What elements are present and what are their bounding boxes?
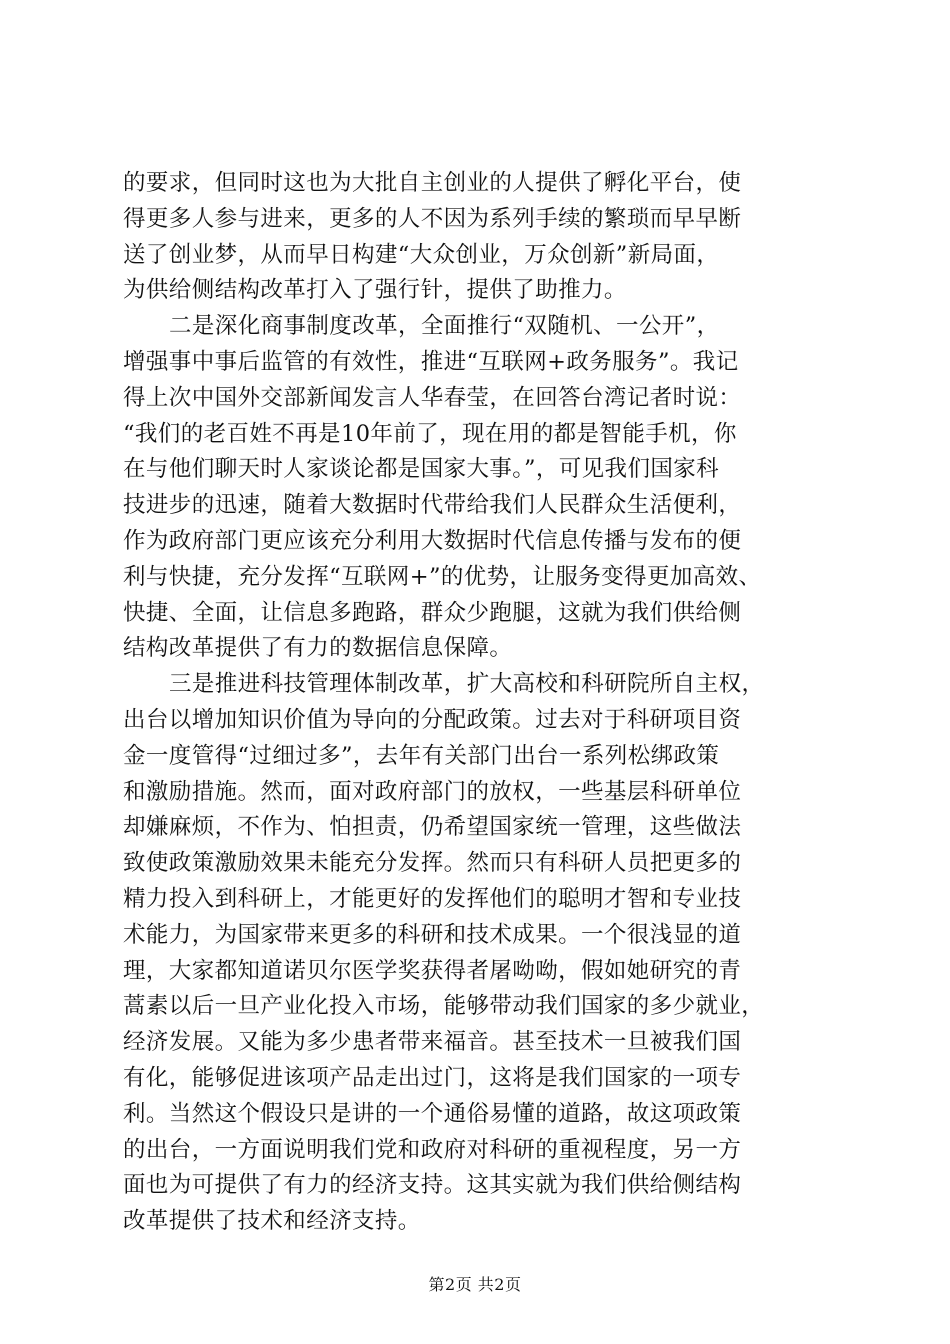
text-line: 理，大家都知道诺贝尔医学奖获得者屠呦呦，假如她研究的青 — [123, 957, 742, 984]
text-line: 得更多人参与进来，更多的人不因为系列手续的繁琐而早早断 — [123, 205, 742, 232]
text-line: 致使政策激励效果未能充分发挥。然而只有科研人员把更多的 — [123, 850, 742, 877]
text-line: 和激励措施。然而，面对政府部门的放权，一些基层科研单位 — [123, 778, 742, 805]
text-line: 技进步的迅速，随着大数据时代带给我们人民群众生活便利， — [123, 492, 742, 519]
text-line: “我们的老百姓不再是10年前了，现在用的都是智能手机，你 — [123, 420, 737, 447]
text-line: 有化，能够促进该项产品走出过门，这将是我们国家的一项专 — [123, 1064, 742, 1091]
text-line: 术能力，为国家带来更多的科研和技术成果。一个很浅显的道 — [123, 921, 742, 948]
text-line: 在与他们聊天时人家谈论都是国家大事。”，可见我们国家科 — [123, 456, 720, 483]
text-line: 的要求，但同时这也为大批自主创业的人提供了孵化平台，使 — [123, 170, 742, 196]
text-line: 蒿素以后一旦产业化投入市场，能够带动我们国家的多少就业， — [123, 993, 765, 1020]
text-line: 改革提供了技术和经济支持。 — [123, 1208, 421, 1235]
text-line: 精力投入到科研上，才能更好的发挥他们的聪明才智和专业技 — [123, 885, 742, 912]
text-line: 结构改革提供了有力的数据信息保障。 — [123, 635, 513, 662]
text-line: 却嫌麻烦，不作为、怕担责，仍希望国家统一管理，这些做法 — [123, 814, 742, 841]
text-line: 二是深化商事制度改革，全面推行“双随机、一公开”， — [169, 313, 720, 340]
text-line: 为供给侧结构改革打入了强行针，提供了助推力。 — [123, 277, 627, 304]
text-line: 面也为可提供了有力的经济支持。这其实就为我们供给侧结构 — [123, 1172, 742, 1199]
page-number-label: 第2页 共2页 — [428, 1275, 522, 1294]
text-line: 三是推进科技管理体制改革，扩大高校和科研院所自主权， — [169, 671, 765, 698]
text-line: 送了创业梦，从而早日构建“大众创业，万众创新”新局面， — [123, 241, 720, 268]
text-line: 快捷、全面，让信息多跑路，群众少跑腿，这就为我们供给侧 — [123, 599, 742, 626]
text-line: 得上次中国外交部新闻发言人华春莹，在回答台湾记者时说： — [123, 384, 742, 411]
text-line: 利与快捷，充分发挥“互联网+”的优势，让服务变得更加高效、 — [123, 563, 762, 590]
text-line: 金一度管得“过细过多”，去年有关部门出台一系列松绑政策 — [123, 742, 720, 769]
text-line: 出台以增加知识价值为导向的分配政策。过去对于科研项目资 — [123, 706, 742, 733]
page-footer — [0, 1275, 950, 1295]
text-line: 增强事中事后监管的有效性，推进“互联网+政务服务”。我记 — [123, 348, 739, 375]
text-line: 经济发展。又能为多少患者带来福音。甚至技术一旦被我们国 — [123, 1029, 742, 1056]
text-line: 作为政府部门更应该充分利用大数据时代信息传播与发布的便 — [123, 527, 742, 554]
text-line: 利。当然这个假设只是讲的一个通俗易懂的道路，故这项政策 — [123, 1100, 742, 1127]
text-line: 的出台，一方面说明我们党和政府对科研的重视程度，另一方 — [123, 1136, 742, 1163]
document-body — [123, 166, 835, 1240]
